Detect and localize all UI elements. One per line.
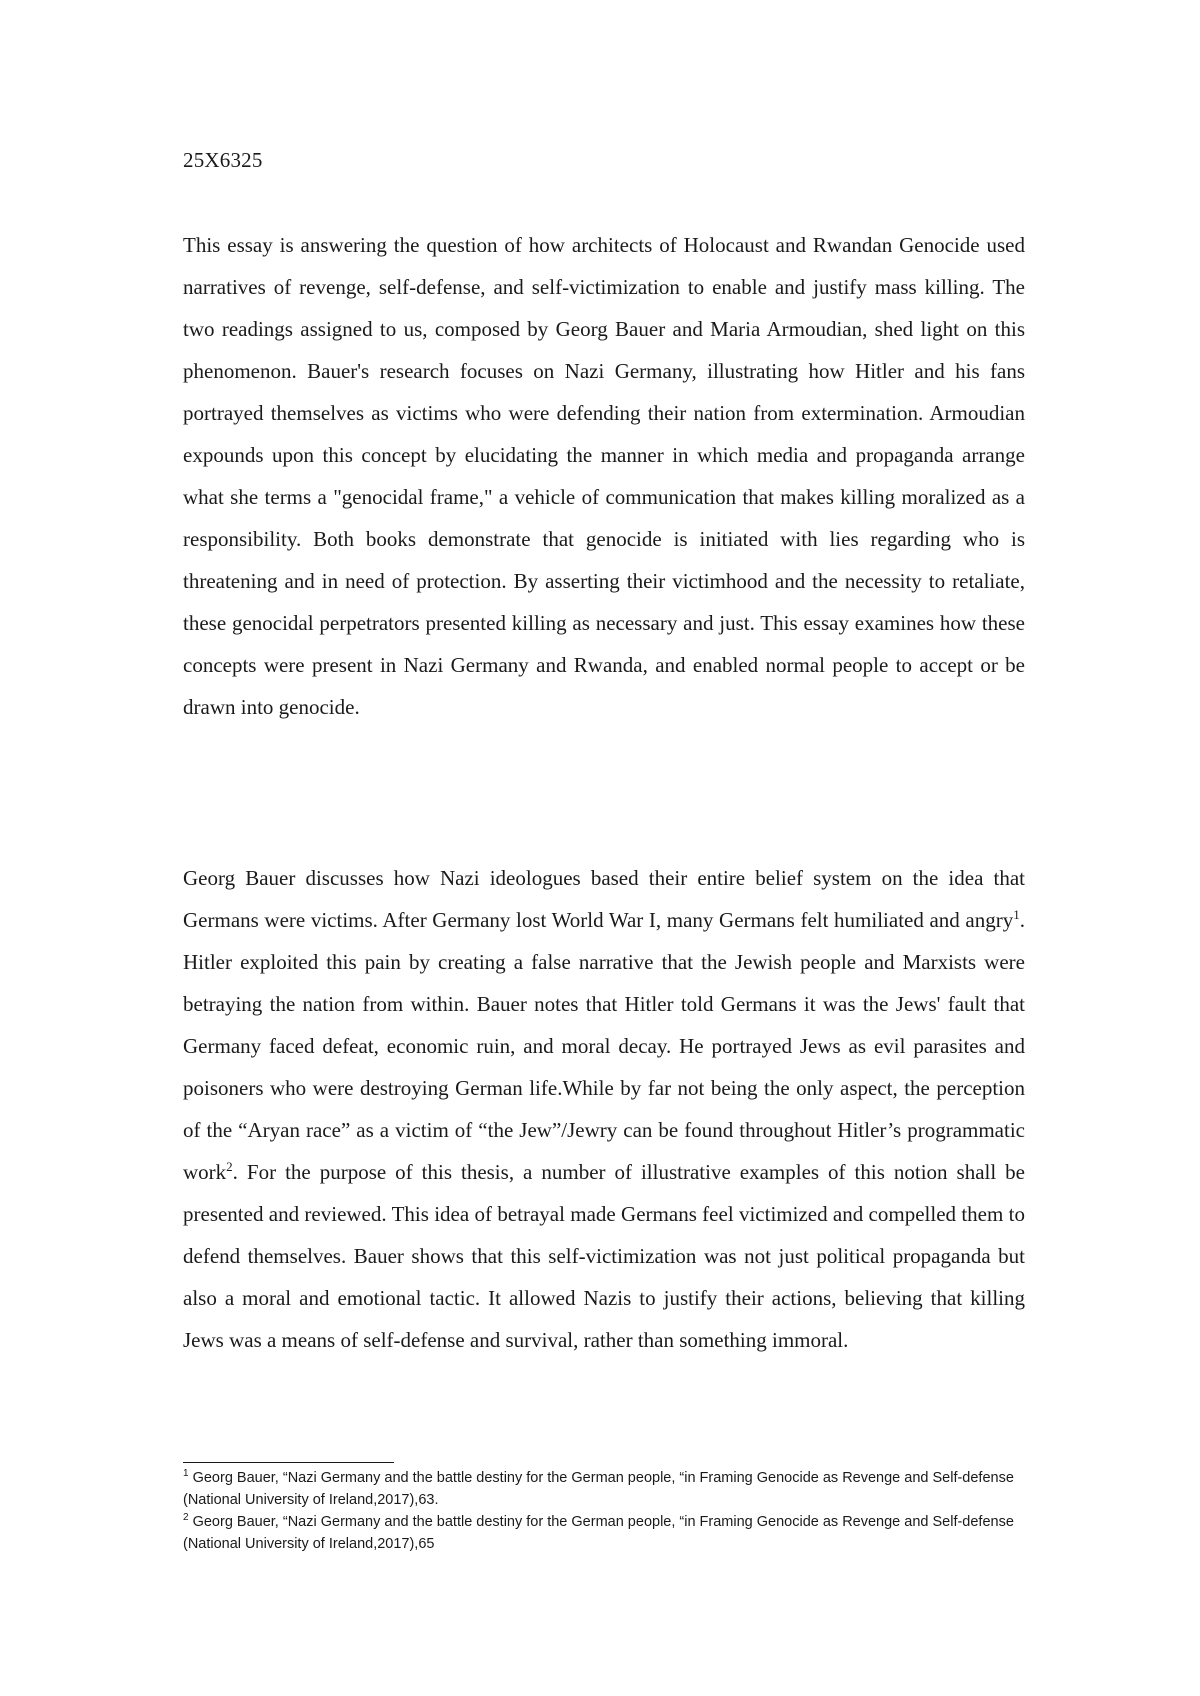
paragraph-2-part-b: . Hitler exploited this pain by creating a false narrative that the Jewish people and Marxists were betraying the nation from within. Bauer notes that Hitler told Germans it was the Jews' fault that Germany faced defeat, economic ruin, and moral decay. He portrayed Jews as evil parasites and poisoners who were destroying German life.While by far not being the only aspect, the perception of the “Aryan race” as a victim of “the Jew”/Jewry can be found throughout Hitler’s programmatic work bbox=[183, 908, 1025, 1184]
footnote-separator bbox=[183, 1462, 394, 1463]
student-id: 25X6325 bbox=[183, 148, 263, 172]
footnotes bbox=[183, 1467, 1025, 1555]
paragraph-1: This essay is answering the question of how architects of Holocaust and Rwandan Genocide used narratives of revenge, self-defense, and self-victimization to enable and justify mass killing. The two readings assigned to us, composed by Georg Bauer and Maria Armoudian, shed light on this phenomenon. Bauer's research focuses on Nazi Germany, illustrating how Hitler and his fans portrayed themselves as victims who were defending their nation from extermination. Armoudian expounds upon this concept by elucidating the manner in which media and propaganda arrange what she terms a "genocidal frame," a vehicle of communication that makes killing moralized as a responsibility. Both books demonstrate that genocide is initiated with lies regarding who is threatening and in need of protection. By asserting their victimhood and the necessity to retaliate, these genocidal perpetrators presented killing as necessary and just. This essay examines how these concepts were present in Nazi Germany and Rwanda, and enabled normal people to accept or be drawn into genocide. bbox=[183, 233, 1025, 719]
footnote-1 bbox=[183, 1467, 1025, 1511]
footnote-2-text: Georg Bauer, “Nazi Germany and the battle destiny for the German people, “in Framing Genocide as Revenge and Self-defense (National University of Ireland,2017),65 bbox=[183, 1514, 1014, 1552]
footnote-2 bbox=[183, 1511, 1025, 1555]
paragraph-2 bbox=[183, 857, 1025, 1361]
paragraph-2-part-c: . For the purpose of this thesis, a number of illustrative examples of this notion shall be presented and reviewed. This idea of betrayal made Germans feel victimized and compelled them to defend themselves. Bauer shows that this self-victimization was not just political propaganda but also a moral and emotional tactic. It allowed Nazis to justify their actions, believing that killing Jews was a means of self-defense and survival, rather than something immoral. bbox=[183, 1160, 1025, 1352]
footnote-marker-1: 1 bbox=[183, 1468, 189, 1480]
footnote-marker-2: 2 bbox=[183, 1512, 189, 1524]
footnote-1-text: Georg Bauer, “Nazi Germany and the battle destiny for the German people, “in Framing Genocide as Revenge and Self-defense (National University of Ireland,2017),63. bbox=[183, 1470, 1014, 1508]
paragraph-2-part-a: Georg Bauer discusses how Nazi ideologues based their entire belief system on the idea that Germans were victims. After Germany lost World War I, many Germans felt humiliated and angry bbox=[183, 866, 1025, 932]
footnote-ref-2: 2 bbox=[226, 1159, 233, 1174]
footnote-ref-1: 1 bbox=[1013, 907, 1020, 922]
